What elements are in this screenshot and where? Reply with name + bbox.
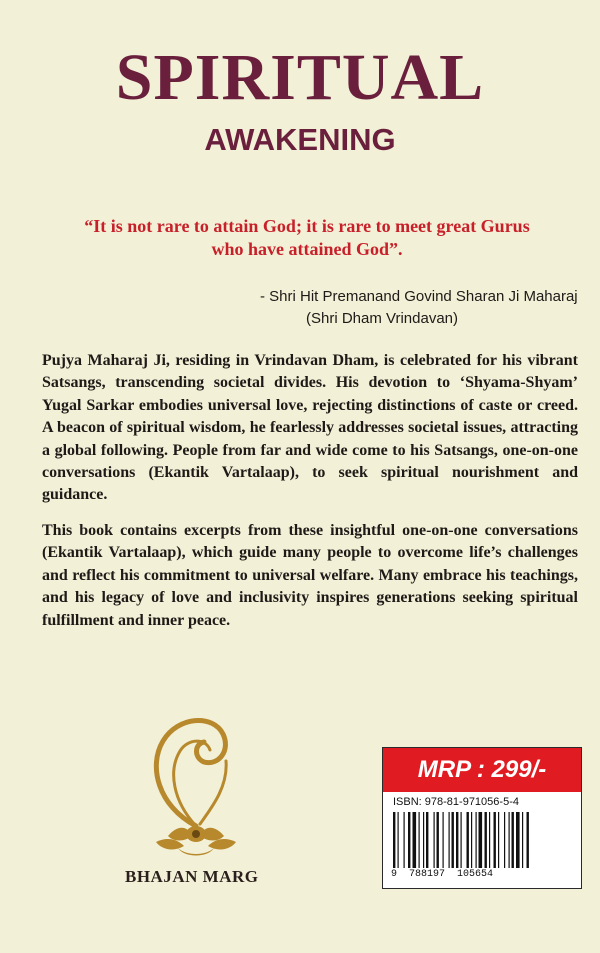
guru-quote bbox=[50, 215, 564, 261]
barcode-icon bbox=[391, 812, 571, 868]
publisher-name: BHAJAN MARG bbox=[125, 867, 259, 886]
isbn-number: ISBN: 978-81-971056-5-4 bbox=[393, 796, 519, 808]
barcode-digit-group-2: 105654 bbox=[457, 869, 494, 880]
barcode-digit-group-1: 788197 bbox=[409, 869, 446, 880]
barcode-digit-prefix: 9 bbox=[391, 869, 398, 880]
description-paragraph-2: This book contains excerpts from these insightful one-on-one conversations (Ekantik Vartalaap), which guide many people to overcome life’s challenges and reflect his commitment to universal welfare. Many embrace his teachings, and his legacy of love and inclusivity inspires generations seeking spiritual fulfillment and inner peace. bbox=[42, 522, 578, 629]
attribution-name: - Shri Hit Premanand Govind Sharan Ji Maharaj bbox=[260, 288, 578, 305]
mrp-price-label: MRP : 299/- bbox=[383, 748, 581, 792]
cover-title: SPIRITUAL bbox=[115, 41, 485, 114]
quote-attribution bbox=[260, 286, 578, 330]
paisley-lotus-icon bbox=[128, 706, 264, 866]
description-paragraph-1: Pujya Maharaj Ji, residing in Vrindavan Dham, is celebrated for his vibrant Satsangs, transcending societal divides. His devotion to ‘Shyama-Shyam’ Yugal Sarkar embodies universal love, rejecting distinctions of caste or creed. A beacon of spiritual wisdom, he fearlessly addresses societal issues, attracting a global following. People from far and wide come to his Satsangs, one-on-one conversations (Ekantik Vartalaap), to seek spiritual nourishment and guidance. bbox=[42, 352, 578, 504]
quote-line-2: who have attained God”. bbox=[211, 239, 403, 259]
price-barcode-box bbox=[382, 747, 582, 889]
quote-line-1: “It is not rare to attain God; it is rare to meet great Gurus bbox=[84, 216, 530, 236]
cover-subtitle: AWAKENING bbox=[204, 122, 396, 157]
attribution-place: (Shri Dham Vrindavan) bbox=[306, 310, 458, 327]
barcode-digits bbox=[391, 869, 573, 880]
